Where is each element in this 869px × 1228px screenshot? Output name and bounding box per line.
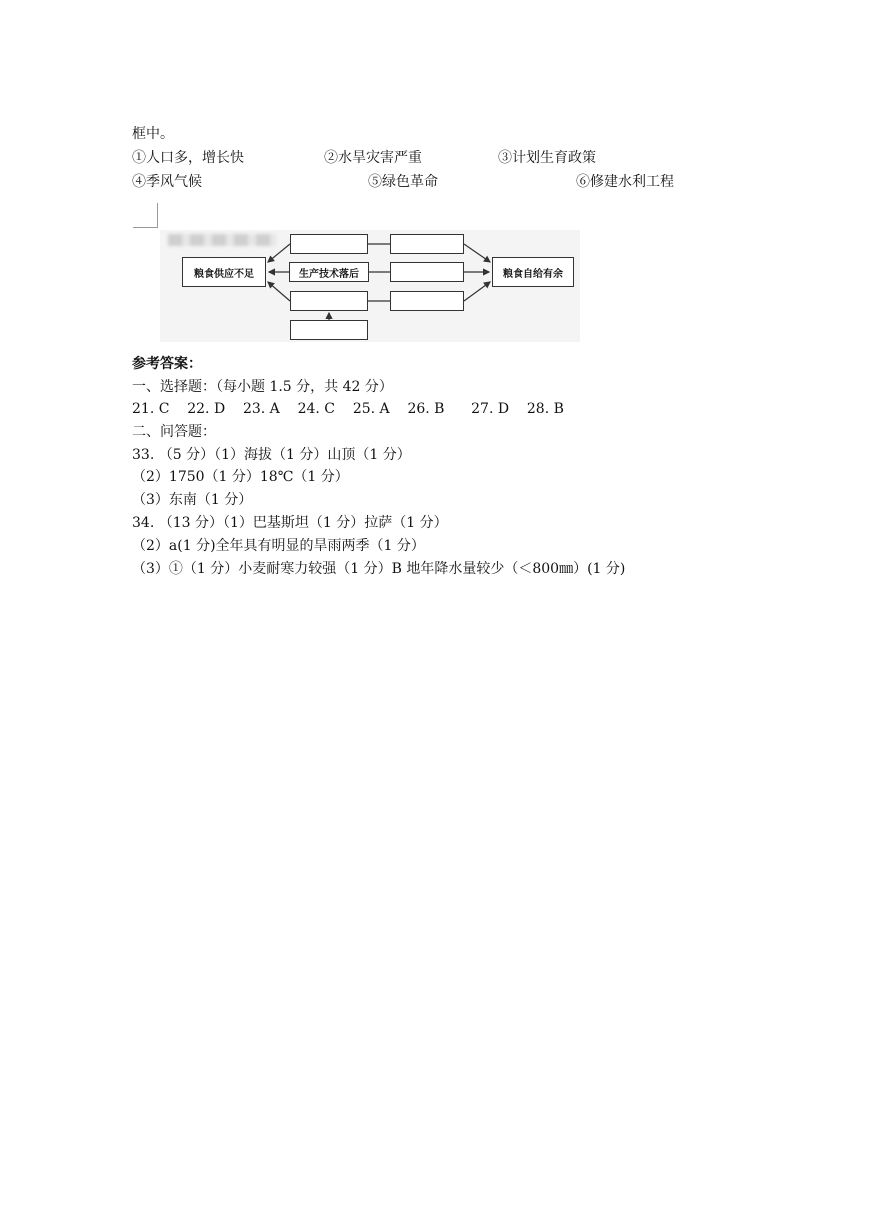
option-3: ③计划生育政策 — [498, 150, 596, 166]
intro-tail: 框中。 — [132, 126, 174, 142]
section-choice-title: 一、选择题：（每小题 1.5 分，共 42 分） — [132, 379, 393, 395]
option-5: ⑤绿色革命 — [368, 174, 438, 190]
answer-heading: 参考答案： — [132, 356, 202, 372]
section-qa-title: 二、问答题： — [132, 424, 216, 440]
q33-part2: （2）1750（1 分）18℃（1 分） — [132, 469, 349, 485]
q33-part1: 33. （5 分）（1）海拔（1 分）山顶（1 分） — [132, 447, 411, 463]
q34-part2: （2）a(1 分)全年具有明显的旱雨两季（1 分） — [132, 538, 425, 554]
option-4: ④季风气候 — [132, 174, 202, 190]
q33-part3: （3）东南（1 分） — [132, 492, 253, 508]
choice-answers: 21. C 22. D 23. A 24. C 25. A 26. B 27. D 28. B — [132, 401, 564, 417]
food-surplus-box: 粮食自给有余 — [492, 257, 574, 287]
food-shortage-box: 粮食供应不足 — [182, 257, 266, 287]
q34-part3: （3）①（1 分）小麦耐寒力较强（1 分）B 地年降水量较少（＜800㎜）(1 分) — [132, 561, 626, 577]
option-2: ②水旱灾害严重 — [324, 150, 422, 166]
option-1: ①人口多，增长快 — [132, 150, 244, 166]
q34-part1: 34. （13 分）（1）巴基斯坦（1 分）拉萨（1 分） — [132, 515, 448, 531]
backward-technology-box: 生产技术落后 — [289, 262, 369, 282]
option-6: ⑥修建水利工程 — [576, 174, 674, 190]
